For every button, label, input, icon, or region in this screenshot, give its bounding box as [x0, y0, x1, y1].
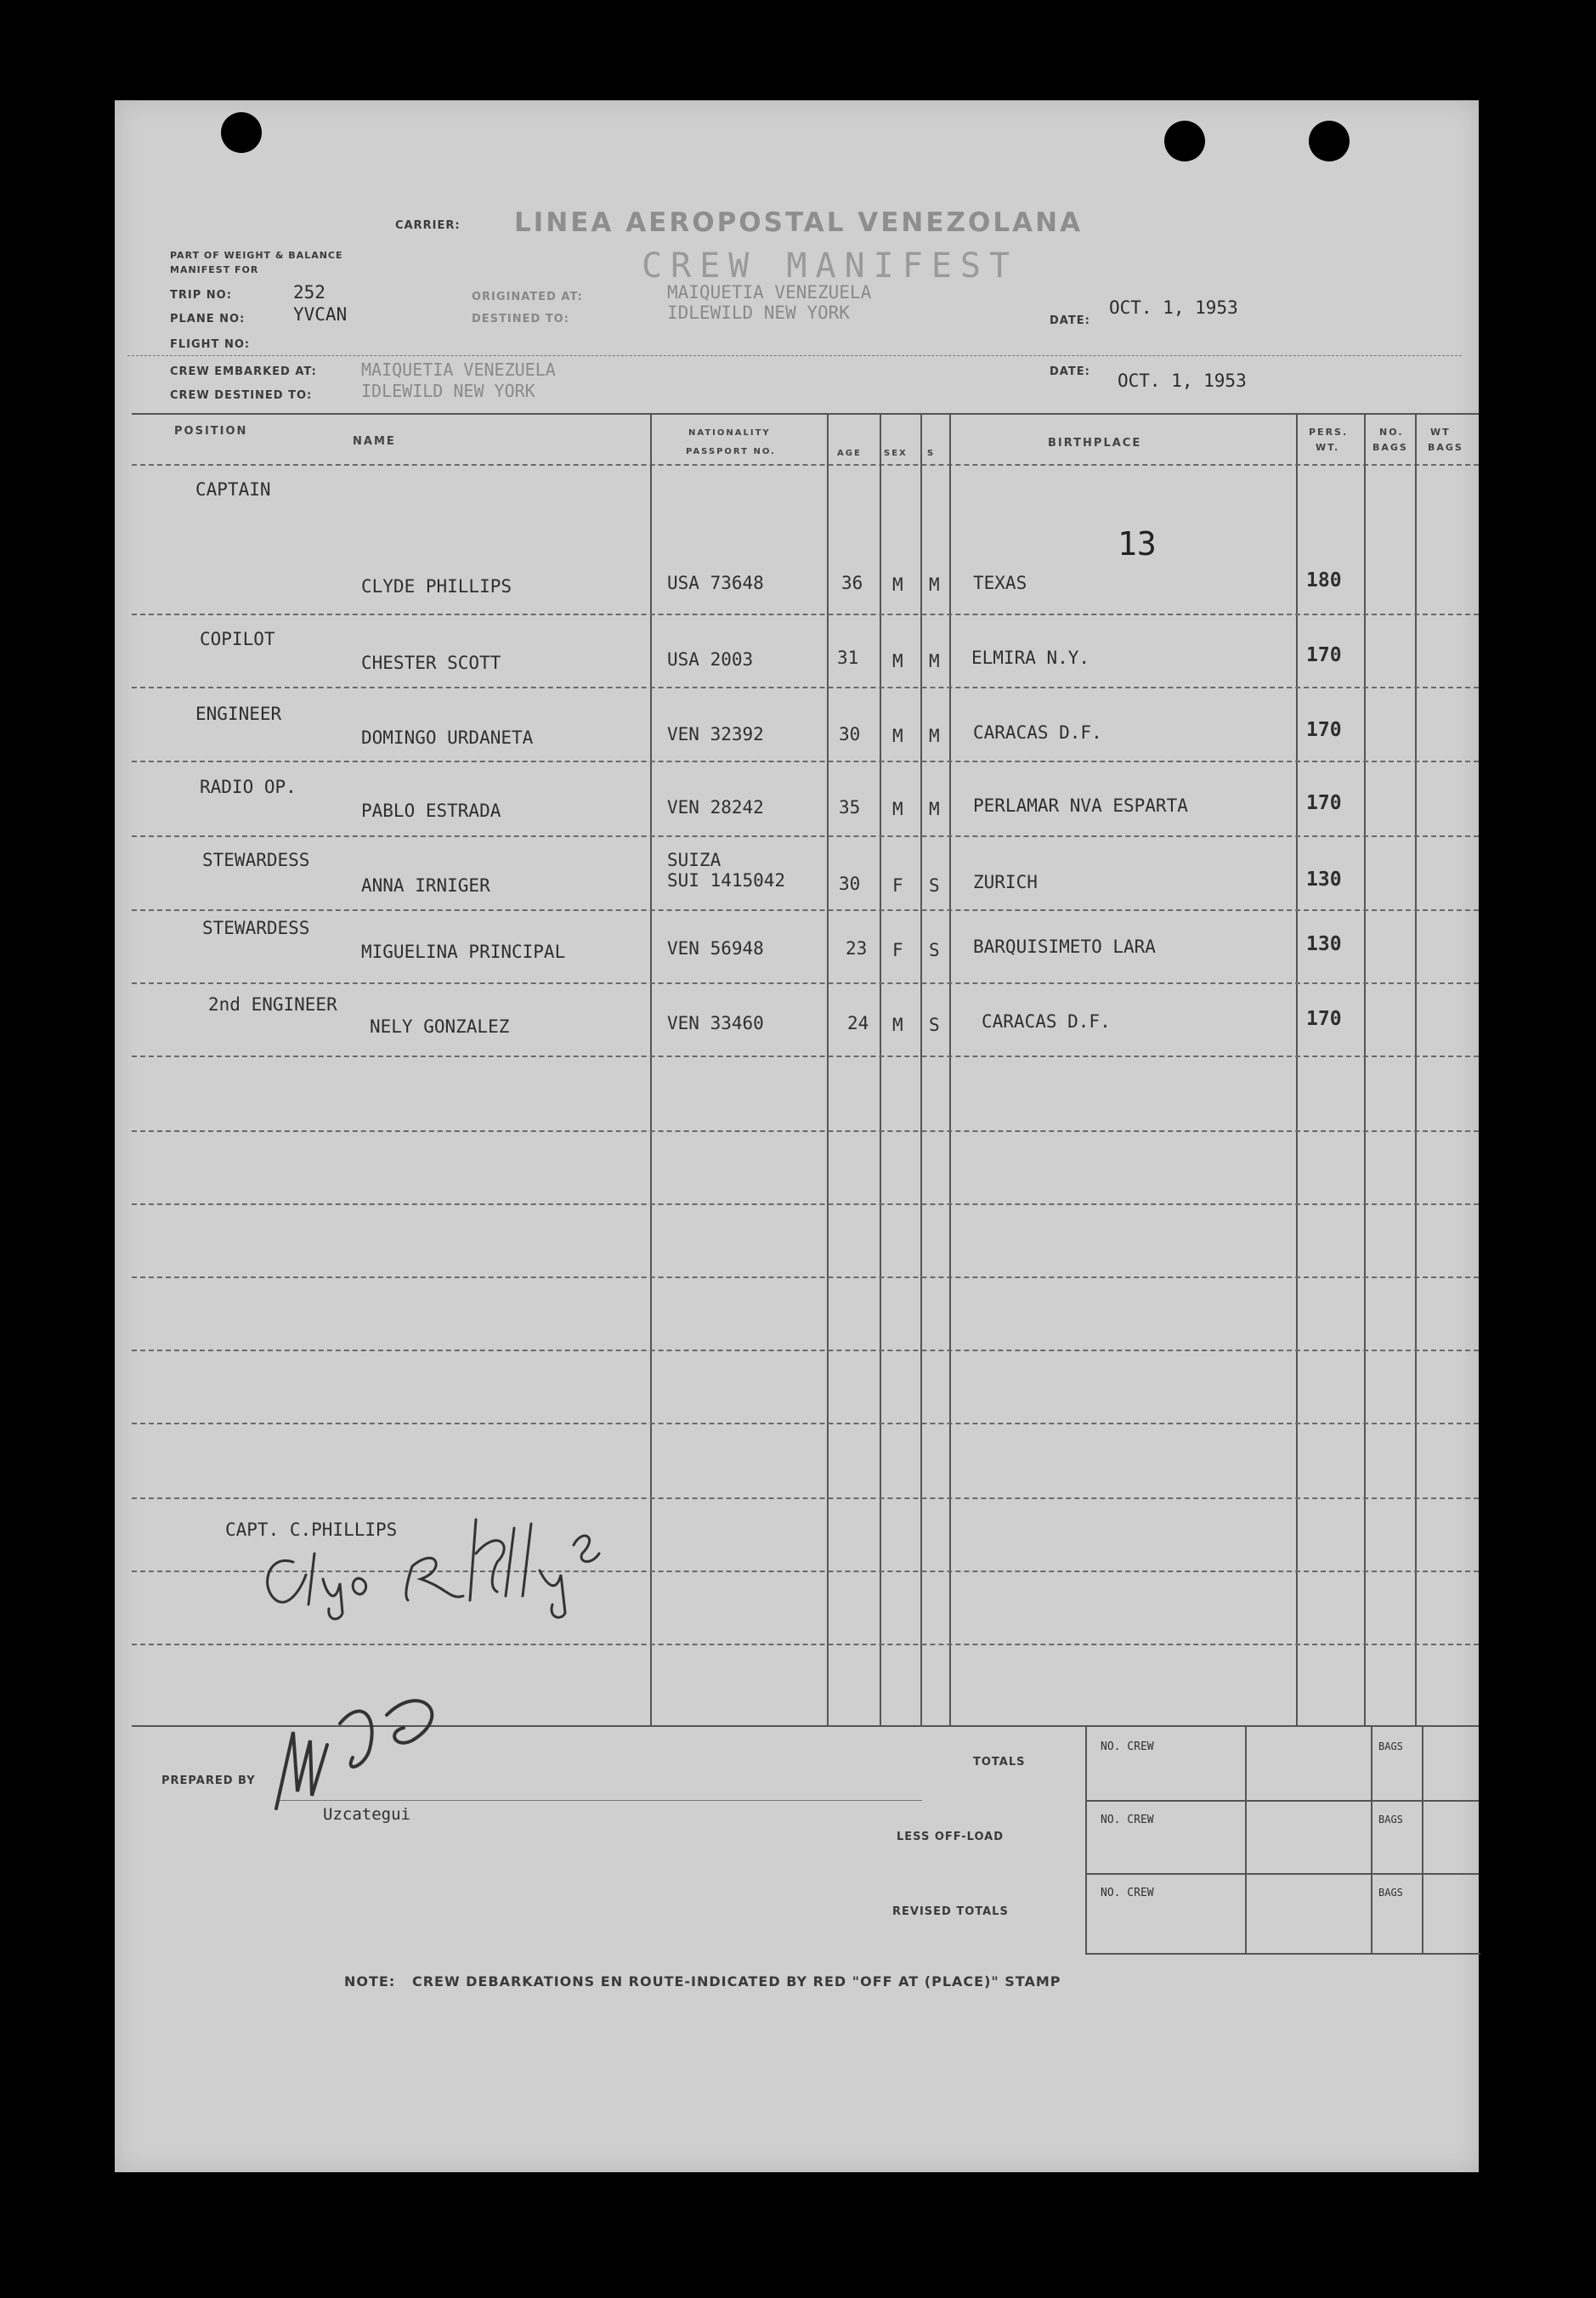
crew-passport: USA 2003 — [667, 649, 754, 670]
crew-position: RADIO OP. — [200, 777, 297, 797]
col-divider — [880, 413, 881, 1726]
crew-birthplace: TEXAS — [973, 573, 1027, 593]
crew-marital: S — [929, 1015, 940, 1035]
origin-value: MAIQUETIA VENEZUELA — [667, 282, 872, 303]
totals-col-divider — [1245, 1725, 1247, 1953]
crew-marital: S — [929, 940, 940, 960]
crew-marital: M — [929, 726, 940, 746]
punch-hole — [1164, 121, 1205, 161]
punch-hole — [221, 112, 262, 153]
crew-nationality: SUIZA — [667, 850, 722, 870]
crew-marital: M — [929, 574, 940, 595]
crew-age: 24 — [847, 1013, 869, 1033]
col-ms-header: S — [927, 449, 936, 458]
crew-passport: USA 73648 — [667, 573, 764, 593]
manifest-for-label: MANIFEST FOR — [170, 264, 259, 275]
col-divider — [1296, 413, 1298, 1726]
date2-label: DATE: — [1050, 365, 1090, 378]
captain-signature — [242, 1494, 718, 1622]
crew-name: DOMINGO URDANETA — [361, 727, 534, 748]
row-separator — [132, 1423, 1479, 1424]
table-top-line — [132, 413, 1479, 415]
crew-sex: M — [892, 1015, 903, 1035]
revised-totals-label: REVISED TOTALS — [892, 1905, 1009, 1918]
revised-no-crew-label: NO. CREW — [1101, 1887, 1154, 1899]
col-wt-bags-header: WT — [1430, 427, 1451, 438]
row-separator — [132, 835, 1479, 837]
col-divider — [827, 413, 829, 1726]
crew-position: ENGINEER — [195, 704, 282, 724]
footer-note: NOTE: CREW DEBARKATIONS EN ROUTE-INDICATED BY RED "OFF AT (PLACE)" STAMP — [344, 1973, 1061, 1990]
col-no-bags-header: BAGS — [1372, 442, 1408, 453]
totals-label: TOTALS — [973, 1756, 1026, 1769]
crew-sex: M — [892, 574, 903, 595]
crew-marital: M — [929, 799, 940, 819]
col-position-header: POSITION — [174, 425, 248, 438]
less-offload-label: LESS OFF-LOAD — [897, 1831, 1005, 1843]
crew-age: 35 — [839, 797, 861, 818]
crew-age: 30 — [839, 724, 861, 744]
crew-destined-label: CREW DESTINED TO: — [170, 389, 313, 402]
crew-sex: F — [892, 940, 903, 960]
col-age-header: AGE — [837, 449, 862, 458]
crew-weight: 170 — [1306, 644, 1342, 666]
totals-row-divider — [1085, 1873, 1479, 1875]
crew-position: STEWARDESS — [202, 918, 310, 938]
plane-label: PLANE NO: — [170, 313, 246, 325]
col-name-header: NAME — [353, 435, 396, 448]
prepared-by-label: PREPARED BY — [161, 1774, 256, 1787]
crew-weight: 130 — [1306, 869, 1342, 891]
manifest-title: CREW MANIFEST — [642, 246, 1019, 286]
crew-birthplace: CARACAS D.F. — [982, 1011, 1111, 1032]
crew-position: COPILOT — [200, 629, 275, 649]
col-pers-wt-header: PERS. — [1309, 427, 1349, 438]
crew-birthplace: ELMIRA N.Y. — [971, 648, 1090, 668]
row-separator — [132, 1130, 1479, 1132]
crew-name: MIGUELINA PRINCIPAL — [361, 942, 566, 962]
crew-passport: VEN 56948 — [667, 938, 764, 959]
crew-sex: F — [892, 875, 903, 896]
less-no-crew-label: NO. CREW — [1101, 1814, 1154, 1826]
flight-label: FLIGHT NO: — [170, 338, 251, 351]
crew-age: 31 — [837, 648, 859, 668]
destined-value: IDLEWILD NEW YORK — [667, 303, 850, 323]
crew-passport: VEN 28242 — [667, 797, 764, 818]
col-nationality-header: NATIONALITY — [688, 428, 771, 438]
totals-bags-label: BAGS — [1378, 1740, 1403, 1752]
prepared-by-name: Uzcategui — [323, 1805, 410, 1824]
crew-passport: VEN 33460 — [667, 1013, 764, 1033]
crew-name: PABLO ESTRADA — [361, 801, 501, 821]
crew-name: CHESTER SCOTT — [361, 653, 501, 673]
trip-number: 252 — [293, 282, 325, 303]
row-separator — [132, 687, 1479, 688]
row-separator — [132, 1056, 1479, 1057]
punch-hole — [1309, 121, 1350, 161]
crew-destined-value: IDLEWILD NEW YORK — [361, 381, 535, 401]
header-divider — [127, 355, 1462, 356]
crew-embarked-value: MAIQUETIA VENEZUELA — [361, 359, 556, 380]
row-separator — [132, 761, 1479, 762]
col-sex-header: SEX — [884, 449, 908, 458]
carrier-label: CARRIER: — [395, 219, 461, 232]
destined-label: DESTINED TO: — [472, 313, 569, 325]
crew-sex: M — [892, 651, 903, 671]
page-number: 13 — [1118, 525, 1157, 563]
manifest-sheet — [115, 100, 1479, 2172]
row-separator — [132, 982, 1479, 984]
crew-passport: VEN 32392 — [667, 724, 764, 744]
crew-age: 36 — [841, 573, 863, 593]
col-divider — [1415, 413, 1417, 1726]
crew-embarked-label: CREW EMBARKED AT: — [170, 365, 317, 378]
col-pers-wt-header: WT. — [1316, 442, 1340, 453]
origin-label: ORIGINATED AT: — [472, 291, 583, 303]
table-header-line — [132, 464, 1479, 466]
totals-row-divider — [1085, 1800, 1479, 1802]
col-wt-bags-header: BAGS — [1428, 442, 1463, 453]
date2-value: OCT. 1, 1953 — [1118, 371, 1247, 391]
row-separator — [132, 909, 1479, 911]
trip-label: TRIP NO: — [170, 289, 232, 302]
captain-signature-label: CAPT. C.PHILLIPS — [225, 1520, 398, 1540]
crew-birthplace: PERLAMAR NVA ESPARTA — [973, 795, 1188, 816]
col-passport-header: PASSPORT NO. — [686, 447, 776, 456]
crew-weight: 170 — [1306, 1008, 1342, 1030]
col-divider — [1364, 413, 1366, 1726]
crew-name: ANNA IRNIGER — [361, 875, 490, 896]
crew-weight: 130 — [1306, 933, 1342, 955]
part-of-label: PART OF WEIGHT & BALANCE — [170, 250, 343, 261]
col-no-bags-header: NO. — [1379, 427, 1404, 438]
crew-passport: SUI 1415042 — [667, 870, 786, 891]
row-separator — [132, 614, 1479, 615]
carrier-name: LINEA AEROPOSTAL VENEZOLANA — [514, 207, 1084, 238]
crew-birthplace: BARQUISIMETO LARA — [973, 937, 1156, 957]
crew-position: STEWARDESS — [202, 850, 310, 870]
crew-age: 30 — [839, 874, 861, 894]
totals-col-divider — [1422, 1725, 1423, 1953]
revised-bags-label: BAGS — [1378, 1887, 1403, 1899]
totals-no-crew-label: NO. CREW — [1101, 1740, 1154, 1753]
col-birthplace-header: BIRTHPLACE — [1048, 437, 1142, 450]
crew-name: NELY GONZALEZ — [370, 1016, 510, 1037]
crew-weight: 170 — [1306, 792, 1342, 814]
totals-col-divider — [1371, 1725, 1372, 1953]
crew-marital: S — [929, 875, 940, 896]
crew-marital: M — [929, 651, 940, 671]
row-separator — [132, 1276, 1479, 1278]
row-separator — [132, 1350, 1479, 1351]
col-divider — [949, 413, 951, 1726]
col-divider — [920, 413, 922, 1726]
date-label: DATE: — [1050, 314, 1090, 327]
date-value: OCT. 1, 1953 — [1109, 297, 1238, 318]
crew-age: 23 — [846, 938, 868, 959]
row-separator — [132, 1644, 1479, 1645]
crew-sex: M — [892, 799, 903, 819]
crew-weight: 180 — [1306, 569, 1342, 591]
crew-birthplace: CARACAS D.F. — [973, 722, 1102, 743]
plane-number: YVCAN — [293, 304, 348, 325]
crew-position: CAPTAIN — [195, 479, 271, 500]
less-bags-label: BAGS — [1378, 1814, 1403, 1825]
crew-position: 2nd ENGINEER — [208, 994, 337, 1015]
crew-name: CLYDE PHILLIPS — [361, 576, 512, 597]
crew-weight: 170 — [1306, 719, 1342, 741]
crew-sex: M — [892, 726, 903, 746]
row-separator — [132, 1203, 1479, 1205]
crew-birthplace: ZURICH — [973, 872, 1038, 892]
